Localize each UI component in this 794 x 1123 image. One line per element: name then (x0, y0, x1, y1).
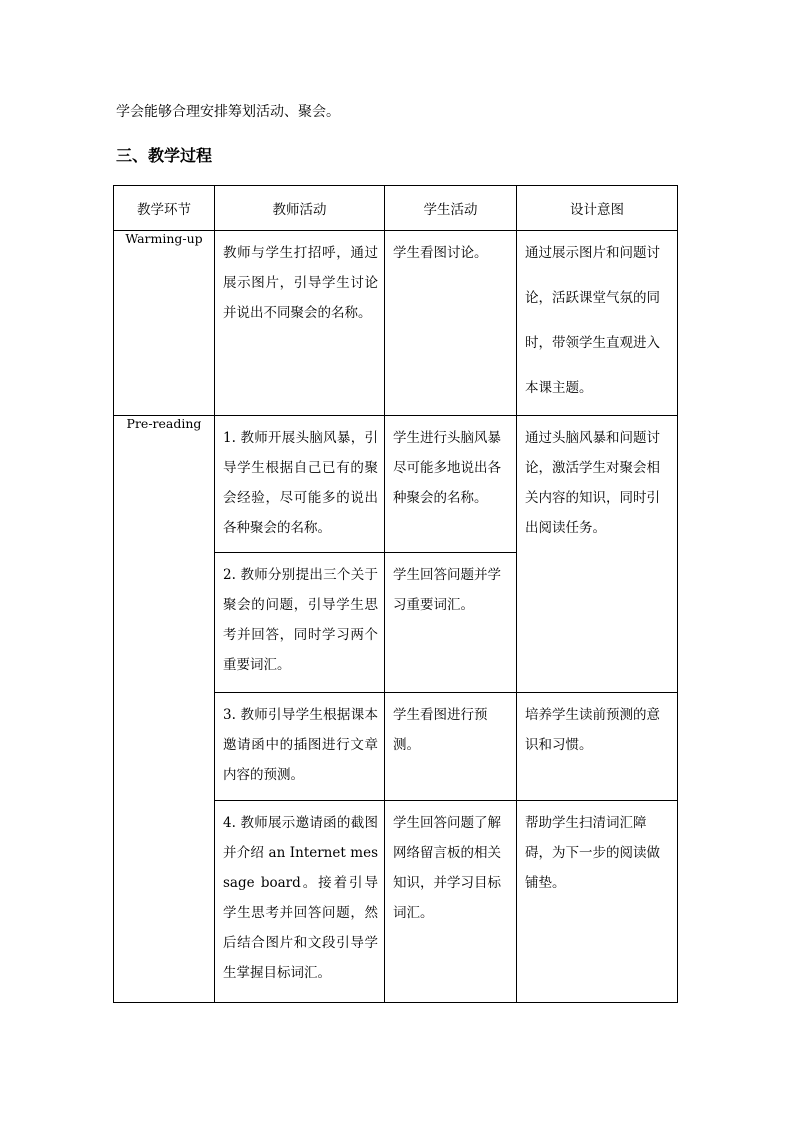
prereading-1-student-text: 学生进行头脑风暴尽可能多地说出各种聚会的名称。 (393, 430, 501, 506)
header-teacher-activity: 教师活动 (215, 186, 385, 231)
prereading-4-student-text: 学生回答问题了解网络留言板的相关知识，并学习目标词汇。 (393, 815, 501, 921)
prereading-2-student-activity (385, 553, 517, 693)
prereading-1-teacher-activity (215, 416, 385, 553)
teaching-process-table (113, 185, 678, 1003)
warmup-design-intent (517, 231, 678, 416)
table-row-warmup (114, 231, 678, 416)
prereading-2-teacher-activity (215, 553, 385, 693)
header-stage: 教学环节 (114, 186, 215, 231)
prereading-3-teacher-text: 3. 教师引导学生根据课本邀请函中的插图进行文章内容的预测。 (223, 707, 378, 783)
warmup-student-activity (385, 231, 517, 416)
prereading-3-intent-text: 培养学生读前预测的意识和习惯。 (525, 707, 660, 753)
warmup-student-text: 学生看图讨论。 (393, 245, 488, 261)
prereading-1-2-design-intent (517, 416, 678, 693)
prereading-3-student-text: 学生看图进行预测。 (393, 707, 488, 753)
table-row-prereading-1 (114, 416, 678, 553)
prereading-4-intent-text: 帮助学生扫清词汇障碍，为下一步的阅读做铺垫。 (525, 815, 660, 891)
header-student-activity: 学生活动 (385, 186, 517, 231)
prereading-2-student-text: 学生回答问题并学习重要词汇。 (393, 567, 501, 613)
prereading-3-design-intent (517, 693, 678, 801)
warmup-intent-text: 通过展示图片和问题讨论，活跃课堂气氛的同时，带领学生直观进入本课主题。 (525, 245, 660, 396)
section-heading: 三、教学过程 (116, 146, 213, 165)
prereading-1-student-activity (385, 416, 517, 553)
table-header-row (114, 186, 678, 231)
prereading-4-design-intent (517, 801, 678, 1003)
stage-prereading: Pre-reading (114, 416, 215, 1003)
header-design-intent: 设计意图 (517, 186, 678, 231)
prereading-4-teacher-activity (215, 801, 385, 1003)
prereading-1-2-intent-text: 通过头脑风暴和问题讨论，激活学生对聚会相关内容的知识，同时引出阅读任务。 (525, 430, 660, 536)
prereading-3-student-activity (385, 693, 517, 801)
prereading-4-student-activity (385, 801, 517, 1003)
intro-text: 学会能够合理安排筹划活动、聚会。 (116, 104, 340, 120)
warmup-teacher-activity (215, 231, 385, 416)
prereading-3-teacher-activity (215, 693, 385, 801)
stage-warmup: Warming-up (114, 231, 215, 416)
prereading-2-teacher-text: 2. 教师分别提出三个关于聚会的问题，引导学生思考并回答，同时学习两个重要词汇。 (223, 567, 378, 673)
prereading-4-teacher-text: 4. 教师展示邀请函的截图并介绍 an Internet message board。接着引导学生思考并回答问题，然后结合图片和文段引导学生掌握目标词汇。 (223, 815, 378, 981)
warmup-teacher-text: 教师与学生打招呼，通过展示图片，引导学生讨论并说出不同聚会的名称。 (223, 245, 378, 321)
prereading-1-teacher-text: 1. 教师开展头脑风暴，引导学生根据自己已有的聚会经验，尽可能多的说出各种聚会的名称。 (223, 430, 378, 536)
